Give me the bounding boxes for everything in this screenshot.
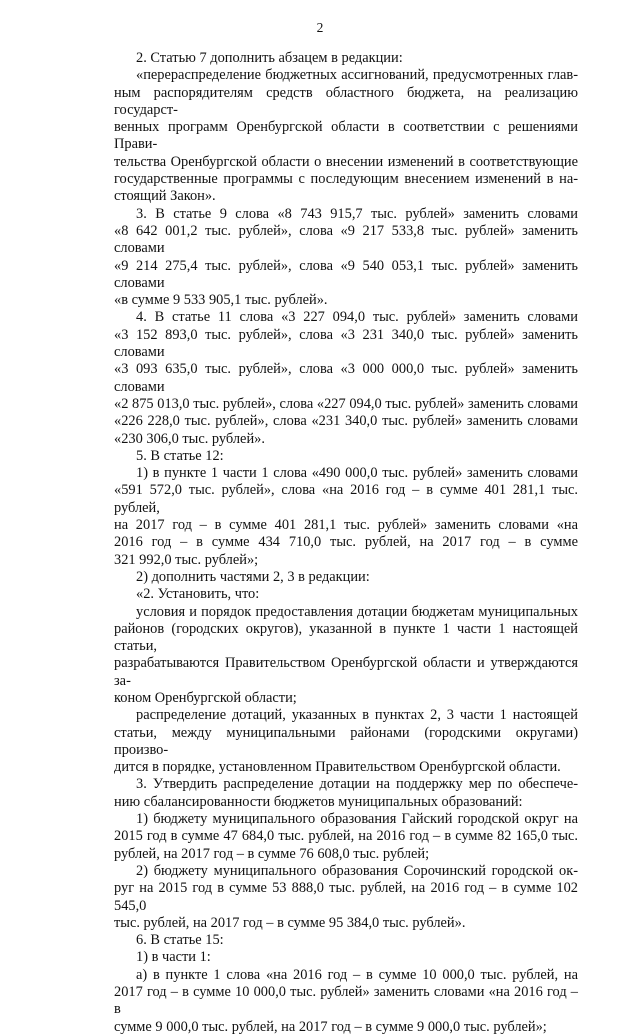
document-line: а) в пункте 1 слова «на 2016 год – в сумме 10 000,0 тыс. рублей, на bbox=[136, 966, 578, 983]
document-line: 5. В статье 12: bbox=[136, 447, 224, 464]
document-line: нию сбалансированности бюджетов муниципальных образований: bbox=[114, 793, 523, 810]
document-line: 2016 год – в сумме 434 710,0 тыс. рублей, на 2017 год – в сумме bbox=[114, 534, 578, 551]
document-line: статьи, между муниципальными районами (городскими округами) произво- bbox=[114, 724, 578, 758]
document-line: «2. Установить, что: bbox=[136, 586, 260, 603]
document-line: ным распорядителям средств областного бюджета, на реализацию государст- bbox=[114, 84, 578, 118]
document-line: 3. Утвердить распределение дотации на поддержку мер по обеспече- bbox=[136, 776, 578, 793]
document-line: венных программ Оренбургской области в соответствии с решениями Прави- bbox=[114, 119, 578, 153]
document-line: 4. В статье 11 слова «3 227 094,0 тыс. рублей» заменить словами bbox=[136, 309, 578, 326]
document-line: стоящий Закон». bbox=[114, 188, 216, 205]
document-line: 321 992,0 тыс. рублей»; bbox=[114, 551, 259, 568]
document-line: 2. Статью 7 дополнить абзацем в редакции: bbox=[136, 50, 403, 66]
document-line: сумме 9 000,0 тыс. рублей, на 2017 год – в сумме 9 000,0 тыс. рублей»; bbox=[114, 1018, 547, 1035]
document-line: 2) дополнить частями 2, 3 в редакции: bbox=[136, 568, 370, 585]
document-line: «перераспределение бюджетных ассигнований, предусмотренных глав- bbox=[136, 67, 578, 84]
document-line: «591 572,0 тыс. рублей», слова «на 2016 год – в сумме 401 281,1 тыс. рублей, bbox=[114, 482, 578, 516]
document-line: «3 152 893,0 тыс. рублей», слова «3 231 340,0 тыс. рублей» заменить словами bbox=[114, 326, 578, 361]
document-line: рублей, на 2017 год – в сумме 76 608,0 тыс. рублей; bbox=[114, 845, 430, 862]
document-line: государственные программы с последующим внесением изменений в на- bbox=[114, 171, 578, 188]
document-line: 2017 год – в сумме 10 000,0 тыс. рублей» заменить словами «на 2016 год – в bbox=[114, 984, 578, 1018]
document-line: на 2017 год – в сумме 401 281,1 тыс. рублей» заменить словами «на bbox=[114, 517, 578, 534]
document-line: распределение дотаций, указанных в пунктах 2, 3 части 1 настоящей bbox=[136, 707, 578, 724]
document-line: «8 642 001,2 тыс. рублей», слова «9 217 533,8 тыс. рублей» заменить словами bbox=[114, 222, 578, 257]
document-line: 1) в части 1: bbox=[136, 949, 211, 966]
document-line: 2) бюджету муниципального образования Сорочинский городской ок- bbox=[136, 862, 578, 879]
document-line: разрабатываются Правительством Оренбургской области и утверждаются за- bbox=[114, 655, 578, 689]
document-line: 2015 год в сумме 47 684,0 тыс. рублей, на 2016 год – в сумме 82 165,0 тыс. bbox=[114, 828, 578, 845]
document-body bbox=[114, 50, 578, 1036]
document-line: 1) в пункте 1 части 1 слова «490 000,0 тыс. рублей» заменить словами bbox=[136, 465, 578, 482]
document-line: «3 093 635,0 тыс. рублей», слова «3 000 000,0 тыс. рублей» заменить словами bbox=[114, 361, 578, 395]
document-line: руг на 2015 год в сумме 53 888,0 тыс. рублей, на 2016 год – в сумме 102 545,0 bbox=[114, 880, 578, 914]
document-line: тыс. рублей, на 2017 год – в сумме 95 384,0 тыс. рублей». bbox=[114, 914, 466, 931]
document-line: «2 875 013,0 тыс. рублей», слова «227 094,0 тыс. рублей» заменить словами bbox=[114, 395, 578, 412]
document-line: районов (городских округов), указанной в пункте 1 части 1 настоящей статьи, bbox=[114, 620, 578, 655]
document-line: тельства Оренбургской области о внесении изменений в соответствующие bbox=[114, 153, 578, 170]
document-line: условия и порядок предоставления дотации бюджетам муниципальных bbox=[136, 603, 578, 620]
document-line: дится в порядке, установленном Правительством Оренбургской области. bbox=[114, 759, 561, 776]
document-line: «в сумме 9 533 905,1 тыс. рублей». bbox=[114, 292, 328, 309]
document-line: «226 228,0 тыс. рублей», слова «231 340,0 тыс. рублей» заменить словами bbox=[114, 413, 578, 430]
document-line: «9 214 275,4 тыс. рублей», слова «9 540 053,1 тыс. рублей» заменить словами bbox=[114, 257, 578, 291]
document-line: коном Оренбургской области; bbox=[114, 689, 297, 706]
document-line: 6. В статье 15: bbox=[136, 932, 224, 949]
document-line: 3. В статье 9 слова «8 743 915,7 тыс. рублей» заменить словами bbox=[136, 205, 578, 222]
document-line: 1) бюджету муниципального образования Гайский городской округ на bbox=[136, 811, 578, 828]
page-number: 2 bbox=[316, 20, 324, 35]
document-line: «230 306,0 тыс. рублей». bbox=[114, 430, 265, 447]
